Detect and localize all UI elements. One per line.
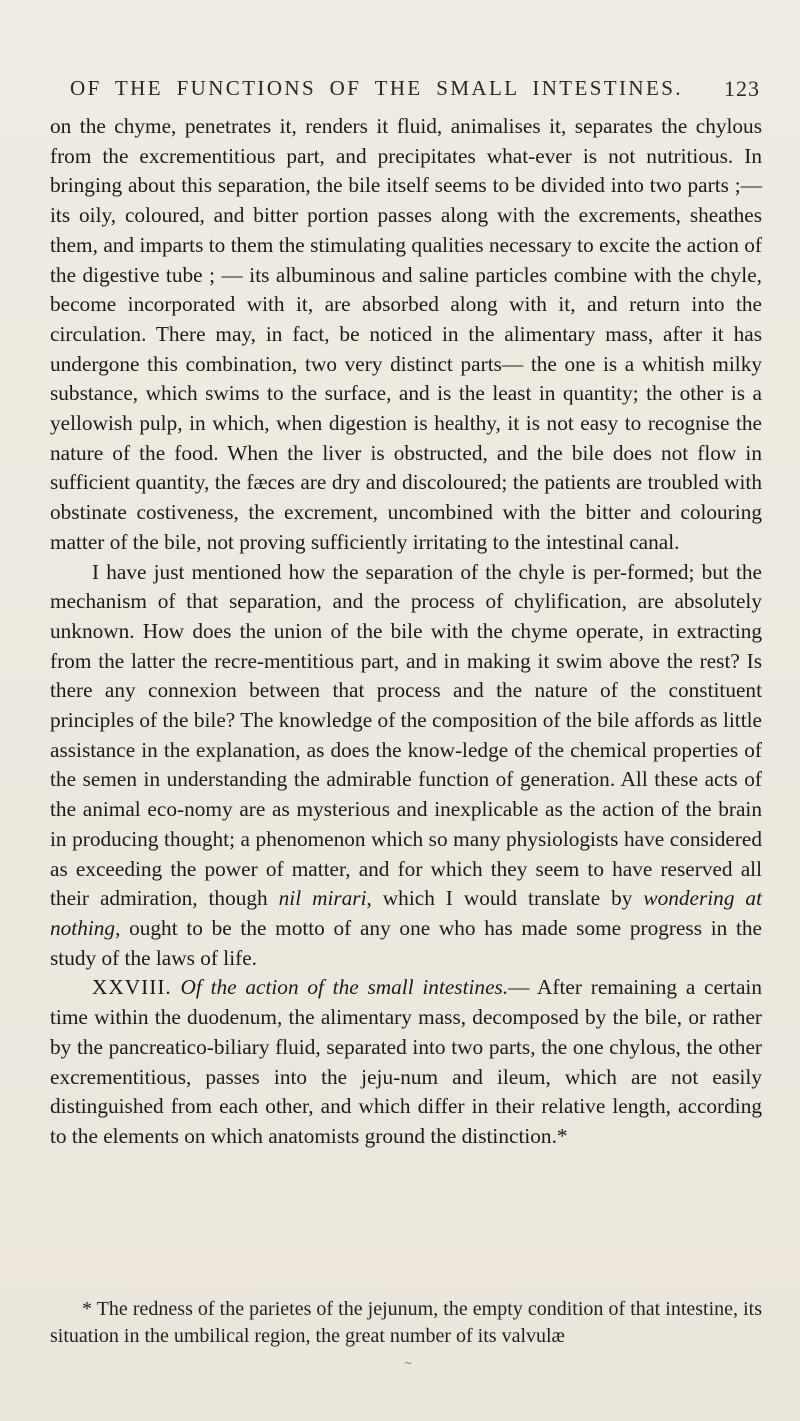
- section-body: — After remaining a certain time within the duodenum, the alimentary mass, decomposed by the bile, or rather by the pancreatico-biliary fluid, separated into two parts, the one chylous, the other excrementitious, passes into the jeju-num and ileum, which are not easily distinguished from each other, and which differ in their relative length, according to the elements on which anatomists ground the distinction.*: [50, 975, 762, 1148]
- stray-mark: ~: [405, 1356, 412, 1370]
- page-number: 123: [724, 76, 760, 101]
- footnote: * The redness of the parietes of the jejunum, the empty condition of that intestine, its situation in the umbilical region, the great number of its valvulæ: [50, 1298, 762, 1347]
- translation-phrase: wondering at nothing: [50, 886, 762, 940]
- paragraph-text-part: , ought to be the motto of any one who has made some progress in the study of the laws of life.: [50, 915, 762, 970]
- page-header: [70, 76, 760, 106]
- paragraph-chylification: [50, 558, 762, 974]
- paragraph-bile-separation: on the chyme, penetrates it, renders it fluid, animalises it, separates the chylous from the excrementitious part, and precipitates what-ever is not nutritious. In bringing about this separation, the bile itself seems to be divided into two parts ;—its oily, coloured, and bitter portion passes along with the excrements, sheathes them, and imparts to them the stimulating qualities necessary to excite the action of the digestive tube ; — its albuminous and saline particles combine with the chyle, become incorporated with it, are absorbed along with it, and return into the circulation. There may, in fact, be noticed in the alimentary mass, after it has undergone this combination, two very distinct parts— the one is a whitish milky substance, which swims to the surface, and is the least in quantity; the other is a yellowish pulp, in which, when digestion is healthy, it is not easy to recognise the nature of the food. When the liver is obstructed, and the bile does not flow in sufficient quantity, the fæces are dry and discoloured; the patients are troubled with obstinate costiveness, the excrement, uncombined with the bitter and colouring matter of the bile, not proving sufficiently irritating to the intestinal canal.: [50, 114, 762, 554]
- paragraph-text-part: I have just mentioned how the separation of the chyle is per-formed; but the mechanism of that separation, and the process of chylification, are absolutely unknown. How does the union of the bile with the chyme operate, in extracting from the latter the recre-mentitious part, and in making it swim above the rest? Is there any connexion between that process and the nature of the constituent principles of the bile? The knowledge of the composition of the bile affords as little assistance in the explanation, as does the know-ledge of the chemical properties of the semen in understanding the admirable function of generation. All these acts of the animal eco-nomy are as mysterious and inexplicable as the action of the brain in producing thought; a phenomenon which so many physiologists have considered as exceeding the power of matter, and for which they seem to have reserved all their admiration, though: [50, 559, 762, 911]
- paragraph-text-part: , which I would translate by: [366, 886, 644, 911]
- section-number: XXVIII.: [92, 975, 172, 1000]
- section-title: Of the action of the small intestines.: [180, 975, 509, 1000]
- main-text: [50, 112, 762, 1152]
- latin-phrase: nil mirari: [278, 886, 367, 911]
- paragraph-section-xxviii: [50, 973, 762, 1151]
- running-head: OF THE FUNCTIONS OF THE SMALL INTESTINES.: [70, 76, 683, 100]
